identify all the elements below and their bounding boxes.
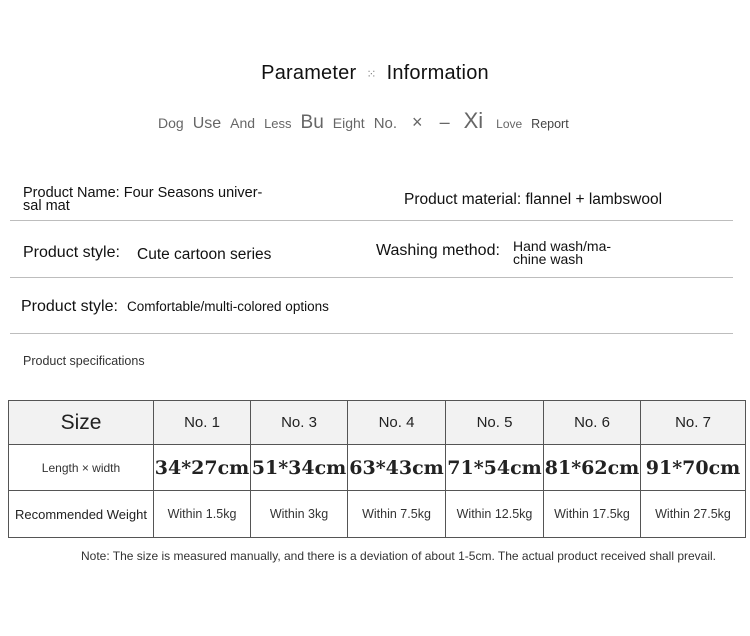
subtitle-word: Less: [264, 116, 292, 131]
product-name-value: Four Seasons univer-sal mat: [23, 185, 263, 214]
weight-cell: Within 3kg: [251, 491, 348, 538]
dimension-cell: 34*27cm: [154, 445, 251, 491]
product-style-2-value: Comfortable/multi-colored options: [127, 299, 329, 314]
product-style-label: Product style:: [23, 244, 120, 261]
dimension-cell: 81*62cm: [544, 445, 641, 491]
title-separator: ⁙: [366, 66, 377, 81]
dimension-cell: 51*34cm: [251, 445, 348, 491]
size-cell: No. 7: [641, 401, 746, 445]
washing-method-value: Hand wash/ma-chine wash: [513, 238, 612, 267]
size-cell: No. 4: [348, 401, 446, 445]
weight-cell: Within 1.5kg: [154, 491, 251, 538]
product-style-2-label: Product style:: [21, 298, 118, 315]
subtitle-word: Xi: [463, 108, 484, 133]
divider: [10, 220, 733, 221]
product-material-value: flannel + lambswool: [525, 191, 663, 208]
dimension-cell: 91*70cm: [641, 445, 746, 491]
table-row: [9, 491, 746, 538]
table-row: [9, 401, 746, 445]
size-cell: No. 5: [446, 401, 544, 445]
spec-table: [8, 400, 746, 538]
subtitle-word: Love: [496, 117, 523, 131]
size-cell: No. 6: [544, 401, 641, 445]
size-cell: No. 1: [154, 401, 251, 445]
title-left: Parameter: [261, 62, 357, 84]
subtitle-word: Use: [192, 115, 222, 132]
measurement-note: Note: The size is measured manually, and there is a deviation of about 1-5cm. The actual product received shall prevail.: [81, 549, 717, 563]
specs-heading: Product specifications: [23, 354, 145, 368]
weight-cell: Within 27.5kg: [641, 491, 746, 538]
dimension-header: Length × width: [9, 445, 154, 491]
table-row: [9, 445, 746, 491]
product-material-label: Product material:: [404, 191, 522, 208]
subtitle-word: Eight: [332, 115, 365, 131]
product-name: [23, 187, 273, 213]
weight-cell: Within 7.5kg: [348, 491, 446, 538]
dimension-cell: 71*54cm: [446, 445, 544, 491]
product-name-label: Product Name:: [23, 185, 120, 201]
product-material: [404, 192, 662, 208]
washing-method-label: Washing method:: [376, 242, 500, 259]
product-style-value: Cute cartoon series: [137, 246, 272, 263]
subtitle-word: Dog: [158, 115, 184, 131]
divider: [10, 333, 733, 334]
subtitle-line: [158, 108, 578, 134]
subtitle-word: Report: [531, 117, 569, 131]
subtitle-word: –: [439, 112, 450, 132]
subtitle-word: No.: [373, 115, 398, 132]
size-cell: No. 3: [251, 401, 348, 445]
divider: [10, 277, 733, 278]
size-header: Size: [9, 401, 154, 445]
subtitle-word: ×: [412, 112, 423, 132]
subtitle-word: And: [230, 115, 256, 131]
weight-header: Recommended Weight: [9, 491, 154, 538]
page-title: [0, 62, 750, 85]
weight-cell: Within 17.5kg: [544, 491, 641, 538]
weight-cell: Within 12.5kg: [446, 491, 544, 538]
dimension-cell: 63*43cm: [348, 445, 446, 491]
subtitle-word: Bu: [300, 112, 324, 133]
title-right: Information: [386, 62, 489, 84]
